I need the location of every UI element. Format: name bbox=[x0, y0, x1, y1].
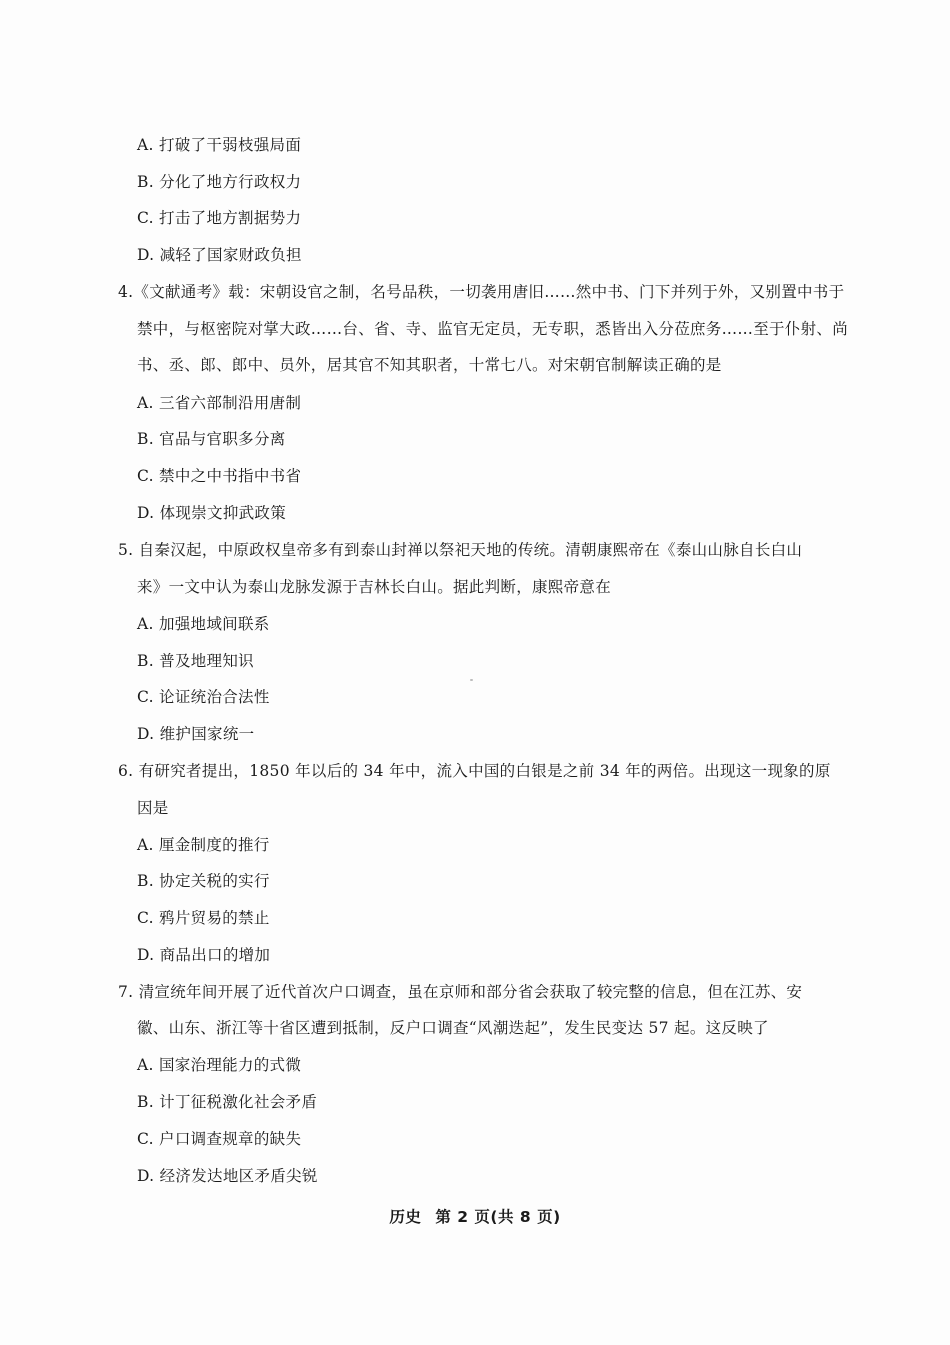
q6-option-a: A. 厘金制度的推行 bbox=[137, 836, 270, 854]
q6-option-d: D. 商品出口的增加 bbox=[137, 946, 271, 964]
q7-option-d: D. 经济发达地区矛盾尖锐 bbox=[137, 1167, 318, 1185]
q5-option-a: A. 加强地域间联系 bbox=[137, 615, 270, 633]
q6-option-b: B. 协定关税的实行 bbox=[137, 872, 270, 890]
q5-option-d: D. 维护国家统一 bbox=[137, 725, 255, 743]
q7-stem-line-2: 徽、山东、浙江等十省区遭到抵制，反户口调查“风潮迭起”，发生民变达 57 起。这反映了 bbox=[137, 1019, 769, 1037]
q6-option-c: C. 鸦片贸易的禁止 bbox=[137, 909, 270, 927]
q5-option-c: C. 论证统治合法性 bbox=[137, 688, 270, 706]
q5-option-b: B. 普及地理知识 bbox=[137, 652, 254, 670]
footer-subject: 历史 bbox=[389, 1208, 422, 1226]
footer-page-number: 第 2 页(共 8 页) bbox=[435, 1208, 561, 1226]
q3-option-b: B. 分化了地方行政权力 bbox=[137, 173, 302, 191]
q6-stem-line-2: 因是 bbox=[137, 799, 169, 817]
q4-option-c: C. 禁中之中书指中书省 bbox=[137, 467, 302, 485]
q4-stem-line-3: 书、丞、郎、郎中、员外，居其官不知其职者，十常七八。对宋朝官制解读正确的是 bbox=[137, 356, 722, 374]
q3-option-c: C. 打击了地方割据势力 bbox=[137, 209, 302, 227]
q4-stem-line-1: 4.《文献通考》载：宋朝设官之制，名号品秩，一切袭用唐旧……然中书、门下并列于外，又别置中书于 bbox=[118, 283, 845, 301]
q4-option-d: D. 体现崇文抑武政策 bbox=[137, 504, 287, 522]
q3-option-a: A. 打破了干弱枝强局面 bbox=[137, 136, 302, 154]
q7-option-a: A. 国家治理能力的式微 bbox=[137, 1056, 302, 1074]
q4-option-a: A. 三省六部制沿用唐制 bbox=[137, 394, 302, 412]
scan-speck bbox=[470, 679, 473, 681]
q5-stem-line-1: 5. 自秦汉起，中原政权皇帝多有到泰山封禅以祭祀天地的传统。清朝康熙帝在《泰山山脉自长白山 bbox=[118, 541, 803, 559]
q4-option-b: B. 官品与官职多分离 bbox=[137, 430, 286, 448]
q5-stem-line-2: 来》一文中认为泰山龙脉发源于吉林长白山。据此判断，康熙帝意在 bbox=[137, 578, 612, 596]
q6-stem-line-1: 6. 有研究者提出，1850 年以后的 34 年中，流入中国的白银是之前 34 年的两倍。出现这一现象的原 bbox=[118, 762, 831, 780]
q7-option-b: B. 计丁征税激化社会矛盾 bbox=[137, 1093, 318, 1111]
q7-stem-line-1: 7. 清宣统年间开展了近代首次户口调查，虽在京师和部分省会获取了较完整的信息，但在江苏、安 bbox=[118, 983, 803, 1001]
q7-option-c: C. 户口调查规章的缺失 bbox=[137, 1130, 302, 1148]
page-footer bbox=[0, 1205, 950, 1227]
q4-stem-line-2: 禁中，与枢密院对掌大政……台、省、寺、监官无定员，无专职，悉皆出入分莅庶务……至于仆射、尚 bbox=[137, 320, 849, 338]
q3-option-d: D. 减轻了国家财政负担 bbox=[137, 246, 302, 264]
